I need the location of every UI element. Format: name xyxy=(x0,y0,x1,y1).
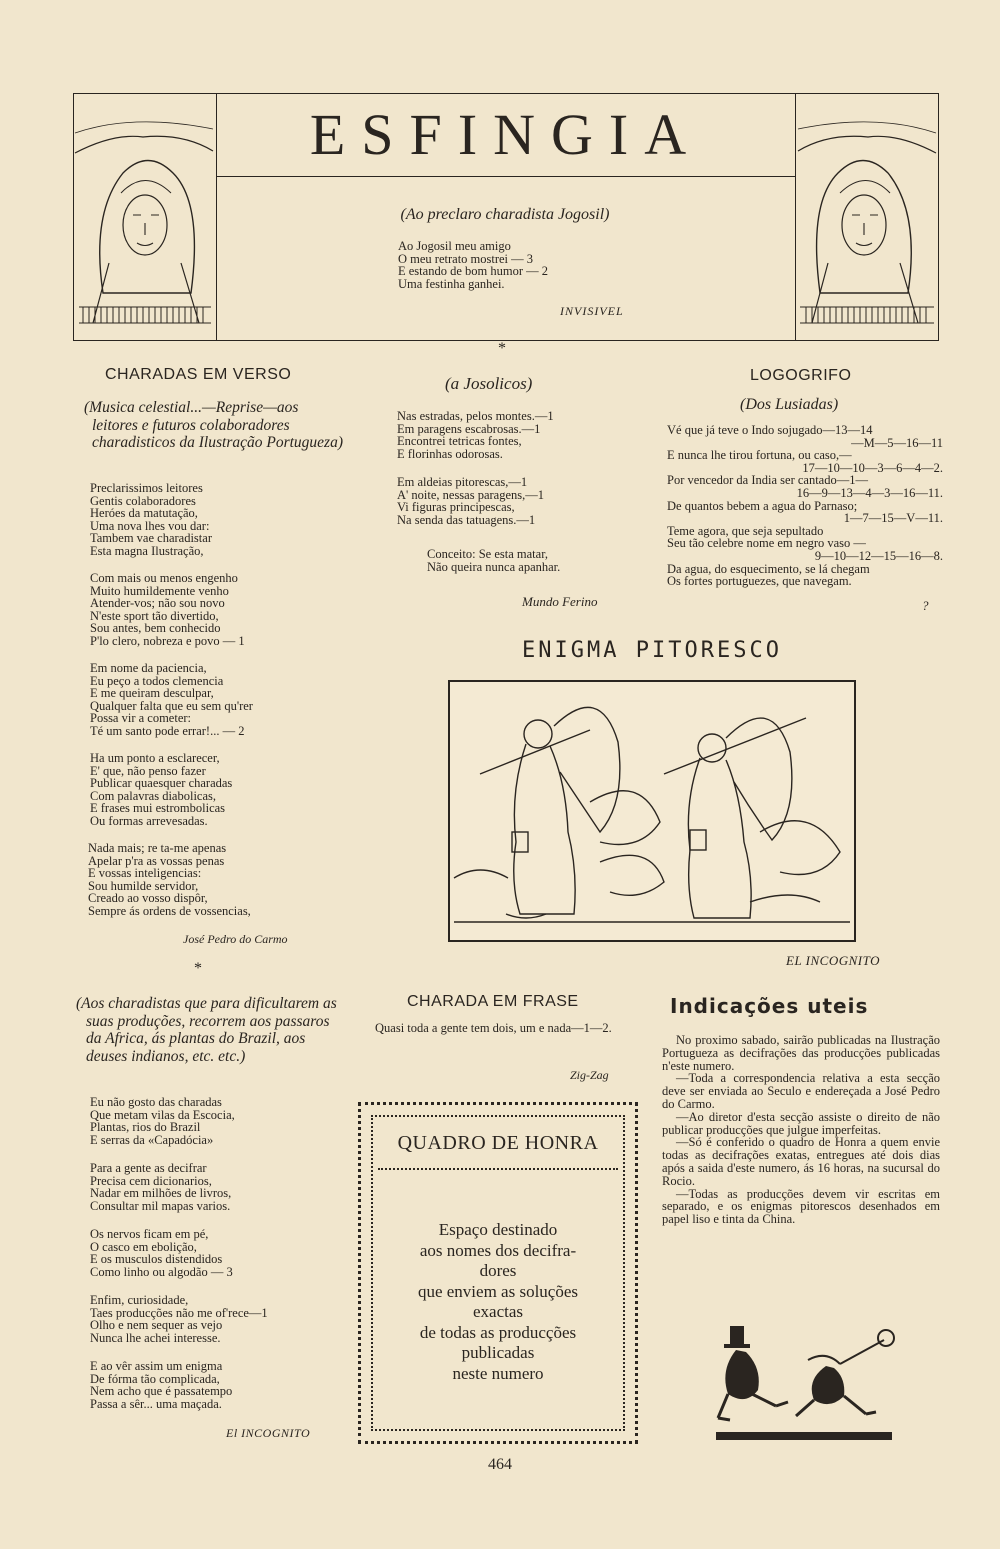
header-poem xyxy=(398,240,548,290)
aos-charadistas-stanza xyxy=(90,1162,231,1212)
verse-line: Nunca lhe achei interesse. xyxy=(90,1330,221,1345)
aos-charadistas-intro: (Aos charadistas que para dificultarem as suas produções, recorrem aos passaros da Africa, ás plantas do Brazil, aos deuses indianos, etc. etc.) xyxy=(76,995,337,1065)
verse-line: Plantas, rios do Brazil xyxy=(90,1120,201,1135)
logogrifo-subheading: (Dos Lusiadas) xyxy=(740,396,839,413)
verse-line: E os musculos distendidos xyxy=(90,1252,223,1267)
verse-line: Nas estradas, pelos montes.—1 xyxy=(397,409,554,423)
charadas-verso-heading: CHARADAS EM VERSO xyxy=(105,366,292,383)
verse-line: Nadar em milhões de livros, xyxy=(90,1186,232,1201)
verse-line: Publicar quaesquer charadas xyxy=(90,776,233,791)
logogrifo-line: Vé que já teve o Indo sojugado—13—14 xyxy=(667,423,873,437)
sphinx-left-icon xyxy=(73,93,215,339)
verse-line: Para a gente as decifrar xyxy=(90,1161,207,1175)
charada-frase-heading: CHARADA EM FRASE xyxy=(407,993,579,1010)
verse-line: E' que, não penso fazer xyxy=(90,763,206,778)
chase-cartoon xyxy=(716,1320,916,1444)
verse-line: Nem acho que é passatempo xyxy=(90,1384,233,1399)
verse-line: Té um santo pode errar!... — 2 xyxy=(90,723,245,738)
indicacoes-paragraph: No proximo sabado, sairão publicadas na Ilustração Portugueza as decifrações das producções publicadas n'este numero. xyxy=(662,1033,940,1073)
josolicos-stanza xyxy=(397,410,554,460)
verse-line: Gentis colaboradores xyxy=(90,493,196,508)
poem-line: Uma festinha ganhei. xyxy=(398,276,505,291)
quadro-line: que enviem as soluções xyxy=(417,1281,579,1301)
verse-line: De fórma tão complicada, xyxy=(90,1371,220,1386)
verse-line: N'este sport tão divertido, xyxy=(90,608,219,623)
logogrifo-line: De quantos bebem a agua do Parnaso; xyxy=(667,498,858,513)
verse-line: Vi figuras principescas, xyxy=(397,500,515,515)
logogrifo-heading: LOGOGRIFO xyxy=(750,367,852,384)
verse-line: Enfim, curiosidade, xyxy=(90,1293,189,1307)
verse-line: Passa a sêr... uma maçada. xyxy=(90,1396,222,1411)
verse-line: Com mais ou menos engenho xyxy=(90,571,238,585)
winged-figures-icon xyxy=(450,682,854,940)
indicacoes-heading: Indicações uteis xyxy=(670,994,869,1018)
indicacoes-paragraph: —Toda a correspondencia relativa a esta secção deve ser enviada ao Seculo e endereçada a José Pedro do Carmo. xyxy=(662,1071,940,1111)
charadas-verso-stanza xyxy=(88,842,251,918)
logogrifo-line: Seu tão celebre nome em negro vaso — xyxy=(667,536,866,551)
verse-line: E vossas inteligencias: xyxy=(88,866,202,881)
quadro-line: aos nomes dos decifra- xyxy=(419,1240,577,1260)
verse-line: O casco em ebolição, xyxy=(90,1239,197,1254)
verse-line: Eu não gosto das charadas xyxy=(90,1095,222,1109)
quadro-honra-title: QUADRO DE HONRA xyxy=(397,1132,599,1154)
verse-line: Heróes da matutação, xyxy=(90,506,198,521)
verse-line: Qualquer falta que eu sem qu'rer xyxy=(90,698,253,713)
verse-line: Consultar mil mapas varios. xyxy=(90,1198,231,1213)
verse-line: Nada mais; re ta-me apenas xyxy=(88,841,227,855)
quadro-honra-rule xyxy=(378,1168,618,1170)
verse-line: Não queira nunca apanhar. xyxy=(427,559,561,574)
indicacoes-paragraph: —Só é conferido o quadro de Honra a quem envie todas as decifrações exatas, entregues até dois dias após a saida d'este numero, ás 16 horas, na sucursal do Rocio. xyxy=(662,1135,940,1188)
verse-line: Uma nova lhes vou dar: xyxy=(90,518,210,533)
verse-line: Eu peço a todos clemencia xyxy=(90,673,224,688)
asterisk-divider: * xyxy=(194,960,202,977)
charada-frase-signature: Zig-Zag xyxy=(570,1068,609,1082)
aos-charadistas-stanza xyxy=(90,1360,232,1410)
logogrifo-line: Teme agora, que seja sepultado xyxy=(667,523,824,538)
verse-line: Creado ao vosso dispôr, xyxy=(88,891,208,906)
verse-line: P'lo clero, nobreza e povo — 1 xyxy=(90,633,245,648)
verse-line: Apelar p'ra as vossas penas xyxy=(88,853,225,868)
verse-line: E serras da «Capadócia» xyxy=(90,1132,214,1147)
verse-line: Esta magna Ilustração, xyxy=(90,543,204,558)
sphinx-right-icon xyxy=(796,93,938,339)
poem-line: E estando de bom humor — 2 xyxy=(398,264,548,279)
verse-line: Precisa cem dicionarios, xyxy=(90,1173,212,1188)
running-figures-icon xyxy=(716,1320,916,1444)
logogrifo-line: 16—9—13—4—3—16—11. xyxy=(796,485,943,500)
quadro-honra-text xyxy=(368,1220,628,1384)
aos-charadistas-signature: El INCOGNITO xyxy=(226,1426,311,1440)
logogrifo-signature: ? xyxy=(922,598,929,613)
verse-line: Tambem vae charadistar xyxy=(90,531,212,546)
enigma-illustration xyxy=(448,680,856,942)
logogrifo-line: 9—10—12—15—16—8. xyxy=(814,548,943,563)
verse-line: Como linho ou algodão — 3 xyxy=(90,1264,233,1279)
dedication: (Ao preclaro charadista Jogosil) xyxy=(400,206,610,223)
header-signature: INVISIVEL xyxy=(560,304,624,318)
verse-line: Que metam vilas da Escocia, xyxy=(90,1107,235,1122)
quadro-line: neste numero xyxy=(452,1363,544,1383)
verse-line: Sou humilde servidor, xyxy=(88,878,199,893)
charadas-verso-stanza xyxy=(90,572,245,648)
josolicos-concept xyxy=(427,548,560,573)
verse-line: Possa vir a cometer: xyxy=(90,711,192,726)
verse-line: Sou antes, bem conhecido xyxy=(90,621,221,636)
charadas-verso-stanza xyxy=(90,752,232,828)
verse-line: A' noite, nessas paragens,—1 xyxy=(397,487,545,502)
verse-line: E me queiram desculpar, xyxy=(90,686,214,701)
verse-line: E frases mui estrombolicas xyxy=(90,801,226,816)
page-number: 464 xyxy=(488,1456,512,1473)
josolicos-heading: (a Josolicos) xyxy=(445,374,533,393)
aos-charadistas-stanza xyxy=(90,1294,268,1344)
quadro-line: publicadas xyxy=(461,1343,535,1362)
verse-line: E florinhas odorosas. xyxy=(397,446,503,461)
asterisk-divider: * xyxy=(498,340,506,357)
poem-line: Ao Jogosil meu amigo xyxy=(398,239,511,253)
verse-line: Em aldeias pitorescas,—1 xyxy=(397,475,528,489)
logogrifo-line: Por vencedor da India ser cantado—1— xyxy=(667,473,868,488)
enigma-heading: ENIGMA PITORESCO xyxy=(522,638,782,663)
charadas-verso-stanza xyxy=(90,662,253,738)
verse-line: Ha um ponto a esclarecer, xyxy=(90,751,220,765)
verse-line: Muito humildemente venho xyxy=(90,583,229,598)
aos-charadistas-stanza xyxy=(90,1096,235,1146)
logogrifo-line: Da agua, do esquecimento, se lá chegam xyxy=(667,561,870,576)
verse-line: Encontrei tetricas fontes, xyxy=(397,434,522,449)
verse-line: Conceito: Se esta matar, xyxy=(427,547,548,561)
verse-line: Na senda das tatuagens.—1 xyxy=(397,512,536,527)
verse-line: Preclarissimos leitores xyxy=(90,481,203,495)
verse-line: Sempre ás ordens de vossencias, xyxy=(88,903,251,918)
aos-charadistas-stanza xyxy=(90,1228,233,1278)
indicacoes-paragraph: —Ao diretor d'esta secção assiste o direito de não publicar producções que julgue imperfeitas. xyxy=(662,1109,940,1137)
quadro-line: dores xyxy=(479,1261,517,1280)
verse-line: Com palavras diabolicas, xyxy=(90,788,217,803)
verse-line: Atender-vos; não sou novo xyxy=(90,596,225,611)
verse-line: Os nervos ficam em pé, xyxy=(90,1227,209,1241)
charadas-verso-stanza xyxy=(90,482,212,558)
page-title: ESFINGIA xyxy=(309,102,703,167)
verse-line: Em paragens escabrosas.—1 xyxy=(397,421,541,436)
indicacoes-text xyxy=(662,1034,940,1226)
sphinx-illustration-left xyxy=(73,93,217,341)
indicacoes-paragraph: —Todas as producções devem vir escritas em separado, e os enigmas pitorescos desenhados em papel liso e tinta da China. xyxy=(662,1186,940,1227)
charadas-verso-signature: José Pedro do Carmo xyxy=(183,932,288,946)
logogrifo-lines xyxy=(667,424,943,588)
verse-line: Em nome da paciencia, xyxy=(90,661,207,675)
logogrifo-line: E nunca lhe tirou fortuna, ou caso,— xyxy=(667,448,852,463)
poem-line: O meu retrato mostrei — 3 xyxy=(398,251,534,266)
logogrifo-line: Os fortes portuguezes, que navegam. xyxy=(667,574,852,589)
sphinx-illustration-right xyxy=(795,93,939,341)
logogrifo-line: —M—5—16—11 xyxy=(851,435,943,450)
josolicos-stanza xyxy=(397,476,544,526)
verse-line: Taes producções não me of'rece—1 xyxy=(90,1305,268,1320)
quadro-line: Espaço destinado xyxy=(438,1220,558,1239)
logogrifo-line: 1—7—15—V—11. xyxy=(843,511,943,526)
quadro-line: de todas as producções xyxy=(419,1322,577,1342)
charada-frase-text: Quasi toda a gente tem dois, um e nada—1—2. xyxy=(375,1021,612,1035)
quadro-line: exactas xyxy=(472,1302,524,1321)
verse-line: Olho e nem sequer as vejo xyxy=(90,1318,223,1333)
charadas-verso-intro: (Musica celestial...—Reprise—aos leitores e futuros colaboradores charadisticos da Ilustração Portugueza) xyxy=(84,399,343,451)
enigma-signature: EL INCOGNITO xyxy=(786,953,881,968)
logogrifo-line: 17—10—10—3—6—4—2. xyxy=(802,460,943,475)
verse-line: Ou formas arrevesadas. xyxy=(90,813,208,828)
josolicos-signature: Mundo Ferino xyxy=(522,594,598,609)
verse-line: E ao vêr assim um enigma xyxy=(90,1359,223,1373)
